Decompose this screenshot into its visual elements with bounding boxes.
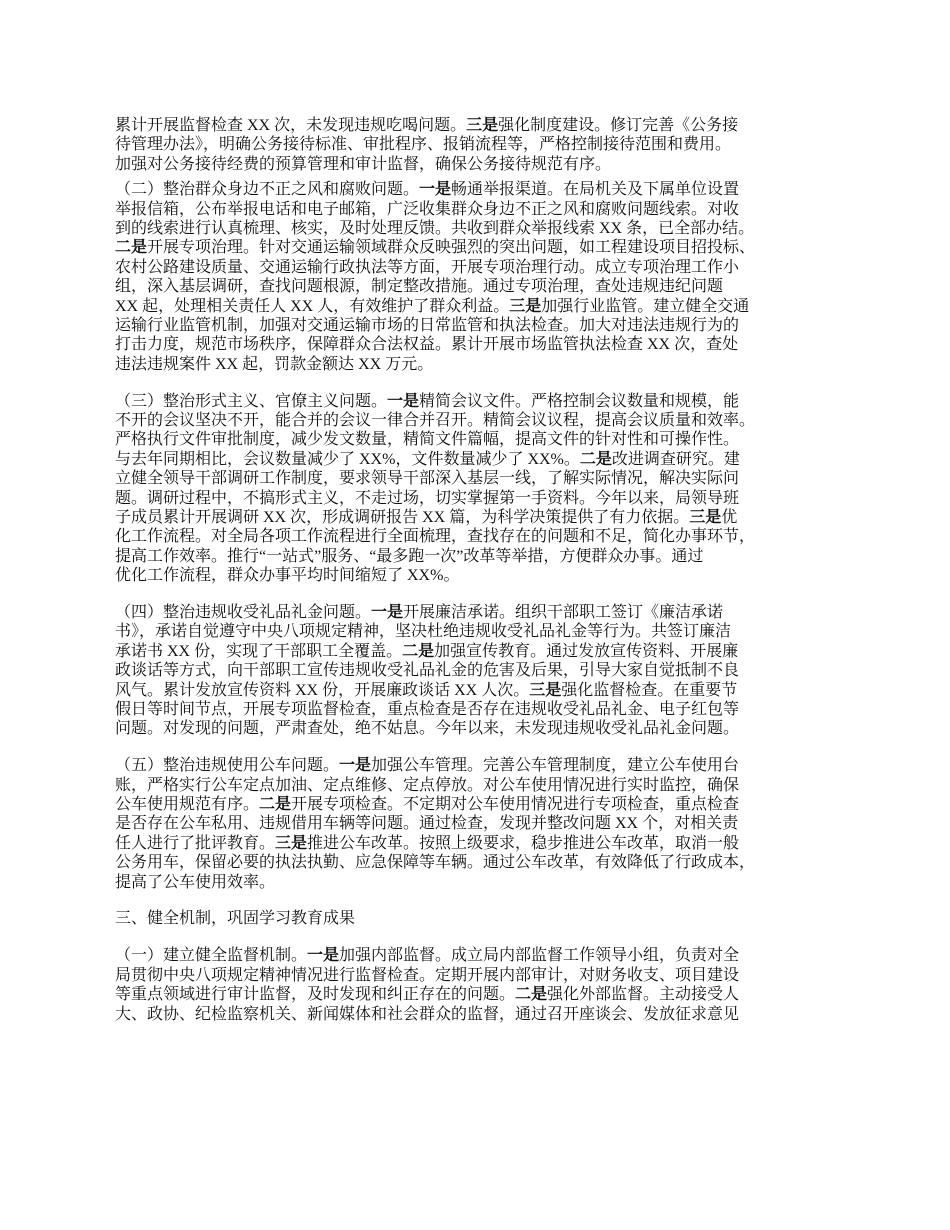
bold-lead-phrase: 一是 [339, 757, 372, 775]
text-segment: 公车使用规范有序。 [115, 796, 260, 813]
text-segment: 举报信箱，公布举报电话和电子邮箱，广泛收集群众身边不正之风和腐败问题线索。对收 [115, 200, 740, 218]
text-segment: （五）整治违规使用公车问题。 [115, 757, 340, 775]
text-segment: 畅通举报渠道。在局机关及下属单位设置 [451, 181, 740, 199]
text-segment: 强化监督检查。在重要节 [561, 681, 738, 699]
text-segment: 加强内部监督。成立局内部监督工作领导小组，负责对全 [339, 947, 740, 965]
text-line [115, 603, 845, 622]
text-segment: 局贯彻中央八项规定精神情况进行监督检查。定期开展内部审计，对财务收支、项目建设 [115, 966, 740, 984]
text-segment: 子成员累计开展调研 XX 次，形成调研报告 XX 篇，为科学决策提供了有力依据。 [115, 508, 690, 526]
text-segment: 推进公车改革。按照上级要求，稳步推进公车改革，取消一般 [307, 834, 740, 852]
text-line [115, 776, 845, 795]
text-segment: 精简会议文件。严格控制会议数量和规模，能 [419, 392, 740, 410]
text-segment: （三）整治形式主义、官僚主义问题。 [115, 392, 388, 410]
text-segment: 改进调查研究。建 [611, 450, 740, 468]
text-line [115, 946, 845, 965]
paragraph [115, 756, 845, 892]
text-line [115, 392, 845, 411]
text-line [115, 277, 845, 296]
text-line [115, 527, 845, 546]
text-segment: XX 起，处理相关责任人 XX 人，有效维护了群众利益。 [115, 297, 510, 315]
text-line [115, 873, 845, 892]
text-segment: 待管理办法》，明确公务接待标准、审批程序、报销流程等，严格控制接待范围和费用。 [115, 136, 732, 154]
text-segment: 问题。对发现的问题，严肃查处，绝不姑息。今年以来，未发现违规收受礼品礼金问题。 [115, 720, 740, 738]
text-line [115, 469, 845, 488]
text-line [115, 681, 845, 700]
text-segment: （四）整治违规收受礼品礼金问题。 [115, 603, 372, 621]
text-line [115, 566, 845, 585]
paragraph [115, 392, 845, 586]
text-segment: 运输行业监管机制，加强对交通运输市场的日常监管和执法检查。加大对违法违规行为的 [115, 316, 740, 334]
text-line [115, 966, 845, 985]
text-line [115, 155, 845, 174]
text-segment: 优 [721, 508, 738, 526]
text-line [115, 700, 845, 719]
text-segment: 提高了公车使用效率。 [115, 873, 276, 891]
text-line [115, 547, 845, 566]
text-segment: 不开的会议坚决不开，能合并的会议一律合并召开。精简会议议程，提高会议质量和效率。 [115, 411, 756, 429]
text-segment: （一）建立健全监督机制。 [115, 947, 308, 965]
text-line [115, 1005, 845, 1024]
text-segment: 加强行业监管。建立健全交通 [541, 297, 750, 315]
text-line [115, 316, 845, 335]
text-segment: 优化工作流程，群众办事平均时间缩短了 XX%。 [115, 567, 460, 585]
text-line [115, 238, 845, 257]
text-line [115, 180, 845, 199]
text-segment: 组，深入基层调研，查找问题根源，制定整改措施。通过专项治理，查处违规违纪问题 [115, 278, 724, 296]
bold-lead-phrase: 一是 [307, 947, 340, 965]
text-segment: 是否存在公车私用、违规借用车辆等问题。通过检查，发现并整改问题 XX 个，对相关责 [115, 815, 739, 833]
text-segment: 提高工作效率。推行“一站式”服务、“最多跑一次”改革等举措，方便群众办事。通过 [115, 547, 704, 565]
bold-lead-phrase: 一是 [371, 603, 404, 621]
text-segment: 农村公路建设质量、交通运输行政执法等方面，开展专项治理行动。成立专项治理工作小 [115, 258, 740, 276]
paragraph [115, 946, 845, 1024]
text-line [115, 135, 845, 154]
text-line [115, 200, 845, 219]
bold-lead-phrase: 二是 [402, 642, 435, 660]
text-segment: 账，严格实行公车定点加油、定点维修、定点停放。对公车使用情况进行实时监控，确保 [115, 776, 740, 794]
text-line [115, 508, 845, 527]
text-segment: 公务用车，保留必要的执法执勤、应急保障等车辆。通过公车改革，有效降低了行政成本， [115, 854, 756, 872]
text-segment: 大、政协、纪检监察机关、新闻媒体和社会群众的监督，通过召开座谈会、发放征求意见 [115, 1005, 740, 1023]
text-line [115, 622, 845, 641]
text-segment: 开展专项检查。不定期对公车使用情况进行专项检查，重点检查 [291, 796, 740, 813]
text-segment: 严格执行文件审批制度，减少发文数量，精简文件篇幅，提高文件的针对性和可操作性。 [115, 431, 740, 449]
text-segment: 承诺书 XX 份，实现了干部职工全覆盖。 [115, 642, 403, 660]
text-line [115, 985, 845, 1004]
text-segment: 累计开展监督检查 XX 次，未发现违规吃喝问题。 [115, 117, 467, 134]
text-line [115, 430, 845, 449]
text-line [115, 853, 845, 872]
text-line [115, 450, 845, 469]
text-segment: 三、健全机制，巩固学习教育成果 [115, 910, 356, 928]
bold-lead-phrase: 三是 [509, 297, 542, 315]
bold-lead-phrase: 三是 [689, 508, 722, 526]
paragraph [115, 180, 845, 374]
text-segment: 打击力度，规范市场秩序，保障群众合法权益。累计开展市场监管执法检查 XX 次，查处 [115, 336, 739, 354]
text-line [115, 795, 845, 814]
text-line [115, 719, 845, 738]
text-segment: 到的线索进行认真梳理、核实，及时处理反馈。共收到群众举报线索 XX 条，已全部办结。 [115, 219, 755, 237]
bold-lead-phrase: 三是 [466, 117, 499, 134]
text-segment: 强化制度建设。修订完善《公务接 [498, 117, 739, 134]
text-line [115, 116, 845, 135]
text-segment: 风气。累计发放宣传资料 XX 份，开展廉政谈话 XX 人次。 [115, 681, 530, 699]
text-segment: 与去年同期相比，会议数量减少了 XX%，文件数量减少了 XX%。 [115, 450, 580, 468]
text-segment: （二）整治群众身边不正之风和腐败问题。 [115, 181, 420, 199]
text-segment: 加强公车管理。完善公车管理制度，建立公车使用台 [371, 757, 740, 775]
text-line [115, 258, 845, 277]
text-segment: 政谈话等方式，向干部职工宣传违规收受礼品礼金的危害及后果，引导大家自觉抵制不良 [115, 662, 740, 680]
text-segment: 开展专项治理。针对交通运输领域群众反映强烈的突出问题，如工程建设项目招投标、 [147, 239, 756, 257]
text-segment: 加强宣传教育。通过发放宣传资料、开展廉 [434, 642, 739, 660]
text-line [115, 297, 845, 316]
text-segment: 等重点领域进行审计监督，及时发现和纠正存在的问题。 [115, 986, 516, 1004]
text-segment: 题。调研过程中，不搞形式主义，不走过场，切实掌握第一手资料。今年以来，局领导班 [115, 489, 740, 507]
text-segment: 强化外部监督。主动接受人 [547, 986, 740, 1004]
text-segment: 立健全领导干部调研工作制度，要求领导干部深入基层一线，了解实际情况，解决实际问 [115, 470, 740, 488]
bold-lead-phrase: 二是 [515, 986, 548, 1004]
bold-lead-phrase: 一是 [387, 392, 420, 410]
text-line [115, 219, 845, 238]
text-line [115, 834, 845, 853]
text-line [115, 642, 845, 661]
text-line [115, 335, 845, 354]
text-segment: 开展廉洁承诺。组织干部职工签订《廉洁承诺 [403, 603, 724, 621]
text-segment: 任人进行了批评教育。 [115, 834, 276, 852]
text-segment: 书》，承诺自觉遵守中央八项规定精神，坚决杜绝违规收受礼品礼金等行为。共签订廉洁 [115, 623, 732, 641]
text-line [115, 411, 845, 430]
text-segment: 违法违规案件 XX 起，罚款金额达 XX 万元。 [115, 355, 434, 373]
bold-lead-phrase: 三是 [529, 681, 562, 699]
text-segment: 化工作流程。对全局各项工作流程进行全面梳理，查找存在的问题和不足，简化办事环节， [115, 528, 756, 546]
bold-lead-phrase: 二是 [259, 796, 292, 813]
paragraph [115, 603, 845, 739]
text-line [115, 756, 845, 775]
bold-lead-phrase: 一是 [419, 181, 452, 199]
section-heading [115, 909, 845, 928]
bold-lead-phrase: 二是 [115, 239, 148, 257]
document-body [115, 116, 845, 1041]
text-line [115, 909, 845, 928]
text-line [115, 489, 845, 508]
text-line [115, 661, 845, 680]
bold-lead-phrase: 三是 [275, 834, 308, 852]
text-line [115, 355, 845, 374]
text-segment: 加强对公务接待经费的预算管理和审计监督，确保公务接待规范有序。 [115, 155, 612, 173]
bold-lead-phrase: 二是 [579, 450, 612, 468]
paragraph [115, 116, 845, 174]
text-line [115, 814, 845, 833]
text-segment: 假日等时间节点，开展专项监督检查，重点检查是否存在违规收受礼品礼金、电子红包等 [115, 700, 740, 718]
